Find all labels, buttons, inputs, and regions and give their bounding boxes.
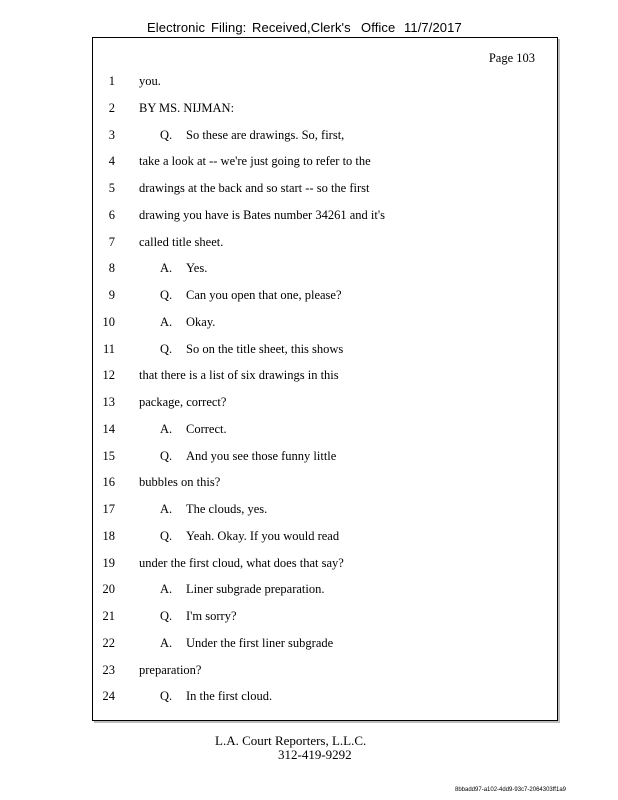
qa-marker: A. [160,635,173,650]
footer-reporter-name: L.A. Court Reporters, L.L.C. [215,733,367,748]
transcript-line [93,660,557,680]
qa-marker: Q. [160,448,173,463]
line-text: Yeah. Okay. If you would read [186,528,340,543]
transcript-line [93,606,557,626]
line-text: you. [139,74,161,88]
transcript-line [93,579,557,599]
line-text: Yes. [186,261,208,276]
line-number: 11 [102,341,115,356]
line-number: 7 [108,234,115,249]
qa-marker: Q. [160,528,173,543]
page-number: Page 103 [488,51,535,65]
transcript-line [93,125,557,145]
line-number: 5 [108,181,115,195]
line-number: 16 [102,475,115,490]
line-number: 14 [102,421,115,436]
qa-marker: A. [160,421,173,436]
transcript-line [93,339,557,359]
transcript-line [93,258,557,278]
line-text: called title sheet. [139,234,224,249]
transcript-line [93,686,557,706]
qa-marker: A. [160,502,173,516]
line-text: that there is a list of six drawings in this [139,368,339,383]
line-number: 2 [108,100,115,115]
line-text: BY MS. NIJMAN: [139,100,235,115]
line-number: 20 [102,582,115,597]
line-text: drawings at the back and so start -- so the first [139,181,370,195]
transcript-line [93,71,557,91]
line-text: Under the first liner subgrade [186,635,334,650]
transcript-line [93,633,557,653]
line-text: preparation? [139,662,202,677]
filing-stamp-office: Office [361,20,396,35]
qa-marker: A. [160,261,173,276]
line-number: 19 [102,555,115,570]
transcript-line [93,419,557,439]
qa-marker: A. [160,582,173,597]
line-text: Okay. [186,314,216,329]
qa-marker: Q. [160,288,173,302]
transcript-line [93,499,557,519]
filing-stamp-header [0,20,618,38]
line-text: I'm sorry? [186,609,237,623]
line-text: Liner subgrade preparation. [186,582,325,597]
line-text: In the first cloud. [186,689,273,704]
line-number: 1 [108,74,115,88]
qa-marker: Q. [160,341,173,356]
line-number: 24 [102,689,115,704]
line-number: 17 [102,502,115,516]
line-text: under the first cloud, what does that say? [139,555,344,570]
filing-stamp-received: Received,Clerk's [252,20,351,35]
transcript-line [93,178,557,198]
line-number: 15 [102,448,115,463]
line-number: 21 [102,609,115,623]
transcript-line [93,526,557,546]
line-number: 9 [108,288,115,302]
filing-stamp-date: 11/7/2017 [404,20,462,35]
line-number: 4 [108,154,115,169]
line-text: The clouds, yes. [186,502,268,516]
line-number: 6 [108,207,115,222]
transcript-line [93,472,557,492]
transcript-line [93,312,557,332]
transcript-line [93,365,557,385]
qa-marker: Q. [160,689,173,704]
transcript-line [93,446,557,466]
line-number: 10 [102,314,115,329]
footer-reporter-phone: 312-419-9292 [278,747,352,762]
document-hash: 8bbadd97-a102-4dd9-93c7-2064303ff1a9 [455,787,566,793]
line-number: 12 [102,368,115,383]
transcript-line [93,285,557,305]
line-text: Can you open that one, please? [186,288,342,302]
line-text: take a look at -- we're just going to refer to the [139,154,371,169]
transcript-line [93,553,557,573]
transcript-line [93,205,557,225]
line-number: 18 [102,528,115,543]
line-text: And you see those funny little [186,448,337,463]
transcript-line [93,232,557,252]
line-text: Correct. [186,421,227,436]
line-number: 22 [102,635,115,650]
qa-marker: A. [160,314,173,329]
transcript-page [92,37,558,721]
line-text: package, correct? [139,395,227,409]
line-number: 3 [108,127,115,142]
filing-stamp-electronic: Electronic [147,20,206,35]
transcript-line [93,392,557,412]
transcript-line [93,151,557,171]
line-text: So on the title sheet, this shows [186,341,344,356]
line-text: So these are drawings. So, first, [186,127,345,142]
line-text: bubbles on this? [139,475,221,490]
qa-marker: Q. [160,127,173,142]
line-number: 8 [108,261,115,276]
line-number: 13 [102,395,115,409]
qa-marker: Q. [160,609,173,623]
filing-stamp-filing: Filing: [211,20,247,35]
line-number: 23 [102,662,115,677]
transcript-line [93,98,557,118]
line-text: drawing you have is Bates number 34261 and it's [139,207,385,222]
